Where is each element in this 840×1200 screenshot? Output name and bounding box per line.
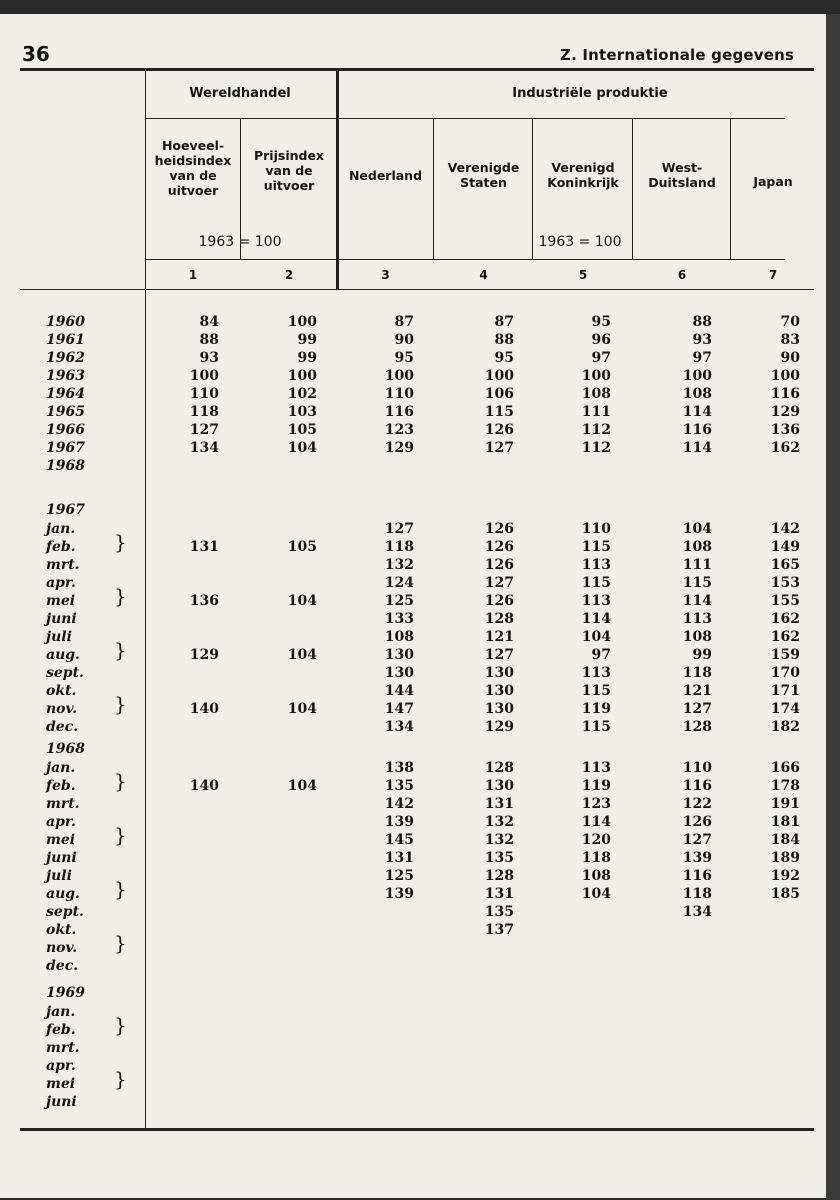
row-label-month: aug. <box>46 886 80 902</box>
cell-monthly-col5: 108 <box>581 868 611 884</box>
row-label-month: feb. <box>46 778 76 794</box>
cell-monthly-col4: 135 <box>484 904 514 920</box>
next-page-edge <box>826 14 840 1200</box>
cell-monthly-col4: 126 <box>484 539 514 555</box>
quarter-brace: } <box>114 638 127 662</box>
cell-annual-col1: 84 <box>199 314 219 330</box>
cell-monthly-col6: 126 <box>682 814 712 830</box>
row-label-month: mrt. <box>46 796 80 812</box>
cell-annual-col1: 134 <box>189 440 219 456</box>
cell-annual-col4: 126 <box>484 422 514 438</box>
row-label-month: dec. <box>46 719 79 735</box>
cell-monthly-col7: 185 <box>770 886 800 902</box>
column-header-6: West- Duitsland <box>648 160 716 190</box>
cell-annual-col7: 162 <box>770 440 800 456</box>
row-label-year: 1964 <box>46 386 85 402</box>
row-label-month: feb. <box>46 1022 76 1038</box>
cell-monthly-col5: 115 <box>581 539 611 555</box>
cell-monthly-col6: 121 <box>682 683 712 699</box>
cell-monthly-col4: 128 <box>484 868 514 884</box>
cell-monthly-col5: 104 <box>581 886 611 902</box>
cell-monthly-col4: 130 <box>484 701 514 717</box>
cell-monthly-col3: 133 <box>384 611 414 627</box>
row-label-month: juni <box>46 850 77 866</box>
cell-annual-col4: 100 <box>484 368 514 384</box>
row-label-month: apr. <box>46 575 76 591</box>
cell-monthly-col6: 118 <box>682 886 712 902</box>
cell-monthly-col3: 125 <box>384 593 414 609</box>
cell-annual-col6: 100 <box>682 368 712 384</box>
quarter-brace: } <box>114 877 127 901</box>
cell-monthly-col3: 142 <box>384 796 414 812</box>
row-label-month: mei <box>46 593 76 609</box>
cell-monthly-col3: 127 <box>384 521 414 537</box>
cell-annual-col3: 87 <box>394 314 414 330</box>
row-label-month: nov. <box>46 701 78 717</box>
cell-monthly-col4: 129 <box>484 719 514 735</box>
row-label-month: jan. <box>46 1004 76 1020</box>
cell-quarter-1: 131 <box>189 539 219 555</box>
section-year-1967: 1967 <box>46 502 85 518</box>
cell-monthly-col7: 159 <box>770 647 800 663</box>
cell-annual-col3: 100 <box>384 368 414 384</box>
cell-monthly-col4: 126 <box>484 521 514 537</box>
quarter-brace: } <box>114 1067 127 1091</box>
cell-monthly-col4: 130 <box>484 778 514 794</box>
quarter-brace: } <box>114 530 127 554</box>
row-label-month: juli <box>46 868 72 884</box>
cell-annual-col3: 110 <box>384 386 414 402</box>
cell-monthly-col6: 111 <box>682 557 712 573</box>
column-number-6: 6 <box>677 268 687 282</box>
cell-annual-col2: 104 <box>287 440 317 456</box>
cell-quarter-2: 104 <box>287 778 317 794</box>
cell-annual-col3: 90 <box>394 332 414 348</box>
cell-annual-col2: 105 <box>287 422 317 438</box>
cell-monthly-col5: 113 <box>581 557 611 573</box>
cell-monthly-col5: 114 <box>581 814 611 830</box>
row-label-month: feb. <box>46 539 76 555</box>
row-label-month: jan. <box>46 760 76 776</box>
cell-monthly-col7: 155 <box>770 593 800 609</box>
cell-monthly-col4: 130 <box>484 665 514 681</box>
row-label-year: 1966 <box>46 422 85 438</box>
cell-monthly-col6: 113 <box>682 611 712 627</box>
cell-monthly-col7: 191 <box>770 796 800 812</box>
cell-monthly-col6: 116 <box>682 868 712 884</box>
cell-annual-col3: 129 <box>384 440 414 456</box>
cell-annual-col6: 88 <box>692 314 712 330</box>
row-label-month: sept. <box>46 904 84 920</box>
row-label-year: 1960 <box>46 314 85 330</box>
cell-quarter-1: 140 <box>189 701 219 717</box>
base-year-right: 1963 = 100 <box>538 234 622 250</box>
row-label-year: 1967 <box>46 440 85 456</box>
column-header-1: Hoeveel- heidsindex van de uitvoer <box>154 138 232 198</box>
cell-monthly-col3: 145 <box>384 832 414 848</box>
cell-annual-col4: 88 <box>494 332 514 348</box>
cell-annual-col6: 97 <box>692 350 712 366</box>
cell-annual-col4: 87 <box>494 314 514 330</box>
cell-annual-col5: 112 <box>581 422 611 438</box>
cell-monthly-col6: 128 <box>682 719 712 735</box>
cell-annual-col4: 95 <box>494 350 514 366</box>
cell-quarter-2: 104 <box>287 593 317 609</box>
row-label-year: 1962 <box>46 350 85 366</box>
cell-annual-col6: 116 <box>682 422 712 438</box>
cell-monthly-col5: 115 <box>581 575 611 591</box>
row-label-year: 1963 <box>46 368 85 384</box>
cell-monthly-col6: 127 <box>682 701 712 717</box>
quarter-brace: } <box>114 584 127 608</box>
cell-monthly-col3: 124 <box>384 575 414 591</box>
cell-monthly-col4: 132 <box>484 814 514 830</box>
cell-monthly-col3: 132 <box>384 557 414 573</box>
cell-quarter-1: 136 <box>189 593 219 609</box>
row-label-month: dec. <box>46 958 79 974</box>
cell-monthly-col7: 149 <box>770 539 800 555</box>
cell-monthly-col7: 182 <box>770 719 800 735</box>
cell-monthly-col4: 137 <box>484 922 514 938</box>
cell-quarter-1: 129 <box>189 647 219 663</box>
cell-monthly-col4: 135 <box>484 850 514 866</box>
cell-monthly-col3: 130 <box>384 647 414 663</box>
cell-monthly-col7: 162 <box>770 629 800 645</box>
cell-annual-col3: 95 <box>394 350 414 366</box>
cell-annual-col2: 100 <box>287 314 317 330</box>
cell-monthly-col5: 123 <box>581 796 611 812</box>
cell-monthly-col6: 99 <box>692 647 712 663</box>
cell-annual-col1: 100 <box>189 368 219 384</box>
cell-monthly-col5: 119 <box>581 778 611 794</box>
cell-monthly-col5: 118 <box>581 850 611 866</box>
col-separator-3 <box>433 118 434 259</box>
row-label-year: 1961 <box>46 332 85 348</box>
cell-monthly-col4: 127 <box>484 575 514 591</box>
cell-monthly-col6: 139 <box>682 850 712 866</box>
column-header-5: Verenigd Koninkrijk <box>547 160 619 190</box>
cell-monthly-col4: 131 <box>484 796 514 812</box>
bottom-rule <box>20 1128 814 1131</box>
row-label-month: mei <box>46 832 76 848</box>
cell-annual-col5: 108 <box>581 386 611 402</box>
column-number-7: 7 <box>768 268 778 282</box>
cell-monthly-col3: 118 <box>384 539 414 555</box>
row-label-month: okt. <box>46 683 77 699</box>
cell-monthly-col4: 127 <box>484 647 514 663</box>
column-header-4: Verenigde Staten <box>447 160 520 190</box>
cell-annual-col5: 100 <box>581 368 611 384</box>
cell-monthly-col5: 119 <box>581 701 611 717</box>
cell-monthly-col3: 139 <box>384 814 414 830</box>
row-label-year: 1965 <box>46 404 85 420</box>
quarter-brace: } <box>114 769 127 793</box>
cell-annual-col7: 129 <box>770 404 800 420</box>
cell-monthly-col6: 108 <box>682 629 712 645</box>
row-label-month: apr. <box>46 1058 76 1074</box>
cell-monthly-col6: 134 <box>682 904 712 920</box>
cell-annual-col7: 116 <box>770 386 800 402</box>
cell-annual-col5: 112 <box>581 440 611 456</box>
row-label-month: sept. <box>46 665 84 681</box>
cell-monthly-col7: 189 <box>770 850 800 866</box>
base-year-left: 1963 = 100 <box>198 234 282 250</box>
base-rule <box>145 259 785 260</box>
cell-monthly-col4: 126 <box>484 557 514 573</box>
cell-monthly-col6: 114 <box>682 593 712 609</box>
row-label-year: 1968 <box>46 458 85 474</box>
cell-monthly-col4: 121 <box>484 629 514 645</box>
cell-monthly-col7: 174 <box>770 701 800 717</box>
cell-annual-col2: 100 <box>287 368 317 384</box>
label-separator <box>145 68 146 1130</box>
section-year-1969: 1969 <box>46 985 85 1001</box>
cell-monthly-col6: 104 <box>682 521 712 537</box>
cell-monthly-col7: 181 <box>770 814 800 830</box>
row-label-month: juni <box>46 611 77 627</box>
cell-annual-col4: 127 <box>484 440 514 456</box>
cell-annual-col2: 103 <box>287 404 317 420</box>
cell-annual-col6: 114 <box>682 440 712 456</box>
quarter-brace: } <box>114 931 127 955</box>
cell-annual-col7: 70 <box>780 314 800 330</box>
cell-monthly-col5: 113 <box>581 760 611 776</box>
cell-monthly-col6: 116 <box>682 778 712 794</box>
cell-monthly-col5: 113 <box>581 665 611 681</box>
row-label-month: nov. <box>46 940 78 956</box>
cell-monthly-col6: 108 <box>682 539 712 555</box>
quarter-brace: } <box>114 692 127 716</box>
cell-annual-col7: 83 <box>780 332 800 348</box>
row-label-month: mrt. <box>46 557 80 573</box>
cell-monthly-col6: 127 <box>682 832 712 848</box>
page-number: 36 <box>22 42 50 66</box>
column-number-3: 3 <box>381 268 390 282</box>
cell-annual-col6: 93 <box>692 332 712 348</box>
row-label-month: aug. <box>46 647 80 663</box>
cell-monthly-col5: 97 <box>591 647 611 663</box>
cell-annual-col7: 100 <box>770 368 800 384</box>
cell-monthly-col4: 128 <box>484 611 514 627</box>
cell-monthly-col7: 184 <box>770 832 800 848</box>
column-number-5: 5 <box>578 268 588 282</box>
cell-monthly-col7: 142 <box>770 521 800 537</box>
row-label-month: juli <box>46 629 72 645</box>
cell-monthly-col3: 131 <box>384 850 414 866</box>
column-header-3: Nederland <box>348 168 423 183</box>
column-header-2: Prijsindex van de uitvoer <box>253 148 324 193</box>
cell-annual-col5: 97 <box>591 350 611 366</box>
cell-annual-col4: 106 <box>484 386 514 402</box>
cell-annual-col7: 90 <box>780 350 800 366</box>
cell-monthly-col7: 162 <box>770 611 800 627</box>
cell-monthly-col6: 115 <box>682 575 712 591</box>
column-header-7: Japan <box>753 174 793 189</box>
quarter-brace: } <box>114 823 127 847</box>
cell-annual-col2: 102 <box>287 386 317 402</box>
cell-annual-col2: 99 <box>297 332 317 348</box>
cell-monthly-col3: 138 <box>384 760 414 776</box>
row-label-month: mrt. <box>46 1040 80 1056</box>
column-number-4: 4 <box>479 268 488 282</box>
row-label-month: jan. <box>46 521 76 537</box>
group-world-trade: Wereldhandel <box>189 86 291 101</box>
cell-annual-col3: 123 <box>384 422 414 438</box>
cell-monthly-col3: 139 <box>384 886 414 902</box>
cell-monthly-col6: 122 <box>682 796 712 812</box>
cell-monthly-col3: 130 <box>384 665 414 681</box>
group-industrial: Industriële produktie <box>512 86 668 101</box>
cell-monthly-col5: 114 <box>581 611 611 627</box>
cell-monthly-col6: 110 <box>682 760 712 776</box>
row-label-month: mei <box>46 1076 76 1092</box>
column-number-1: 1 <box>188 268 198 282</box>
cell-monthly-col5: 115 <box>581 683 611 699</box>
cell-monthly-col3: 134 <box>384 719 414 735</box>
cell-annual-col5: 111 <box>581 404 611 420</box>
colnum-rule <box>20 289 814 290</box>
cell-annual-col6: 114 <box>682 404 712 420</box>
cell-annual-col1: 127 <box>189 422 219 438</box>
section-year-1968: 1968 <box>46 741 85 757</box>
cell-monthly-col7: 192 <box>770 868 800 884</box>
cell-annual-col5: 95 <box>591 314 611 330</box>
cell-monthly-col3: 125 <box>384 868 414 884</box>
cell-monthly-col6: 118 <box>682 665 712 681</box>
cell-quarter-2: 104 <box>287 647 317 663</box>
cell-annual-col7: 136 <box>770 422 800 438</box>
top-rule <box>20 68 814 71</box>
col-separator-6 <box>730 118 731 259</box>
cell-monthly-col3: 147 <box>384 701 414 717</box>
cell-annual-col2: 99 <box>297 350 317 366</box>
cell-annual-col1: 93 <box>199 350 219 366</box>
quarter-brace: } <box>114 1013 127 1037</box>
cell-annual-col5: 96 <box>591 332 611 348</box>
cell-annual-col6: 108 <box>682 386 712 402</box>
cell-annual-col1: 118 <box>189 404 219 420</box>
cell-monthly-col4: 131 <box>484 886 514 902</box>
row-label-month: juni <box>46 1094 77 1110</box>
cell-monthly-col4: 126 <box>484 593 514 609</box>
cell-annual-col1: 88 <box>199 332 219 348</box>
cell-quarter-2: 104 <box>287 701 317 717</box>
cell-annual-col1: 110 <box>189 386 219 402</box>
cell-monthly-col5: 120 <box>581 832 611 848</box>
cell-quarter-2: 105 <box>287 539 317 555</box>
column-number-2: 2 <box>284 268 294 282</box>
cell-monthly-col3: 135 <box>384 778 414 794</box>
cell-monthly-col3: 144 <box>384 683 414 699</box>
section-header: Z. Internationale gegevens <box>560 46 795 64</box>
row-label-month: apr. <box>46 814 76 830</box>
cell-monthly-col5: 113 <box>581 593 611 609</box>
cell-monthly-col7: 166 <box>770 760 800 776</box>
cell-monthly-col7: 153 <box>770 575 800 591</box>
cell-monthly-col4: 130 <box>484 683 514 699</box>
cell-monthly-col7: 178 <box>770 778 800 794</box>
cell-monthly-col7: 171 <box>770 683 800 699</box>
cell-monthly-col7: 165 <box>770 557 800 573</box>
group-rule <box>145 118 785 119</box>
cell-annual-col3: 116 <box>384 404 414 420</box>
cell-monthly-col5: 104 <box>581 629 611 645</box>
cell-monthly-col5: 115 <box>581 719 611 735</box>
cell-monthly-col3: 108 <box>384 629 414 645</box>
cell-quarter-1: 140 <box>189 778 219 794</box>
cell-monthly-col4: 128 <box>484 760 514 776</box>
cell-monthly-col5: 110 <box>581 521 611 537</box>
cell-monthly-col4: 132 <box>484 832 514 848</box>
cell-monthly-col7: 170 <box>770 665 800 681</box>
row-label-month: okt. <box>46 922 77 938</box>
cell-annual-col4: 115 <box>484 404 514 420</box>
